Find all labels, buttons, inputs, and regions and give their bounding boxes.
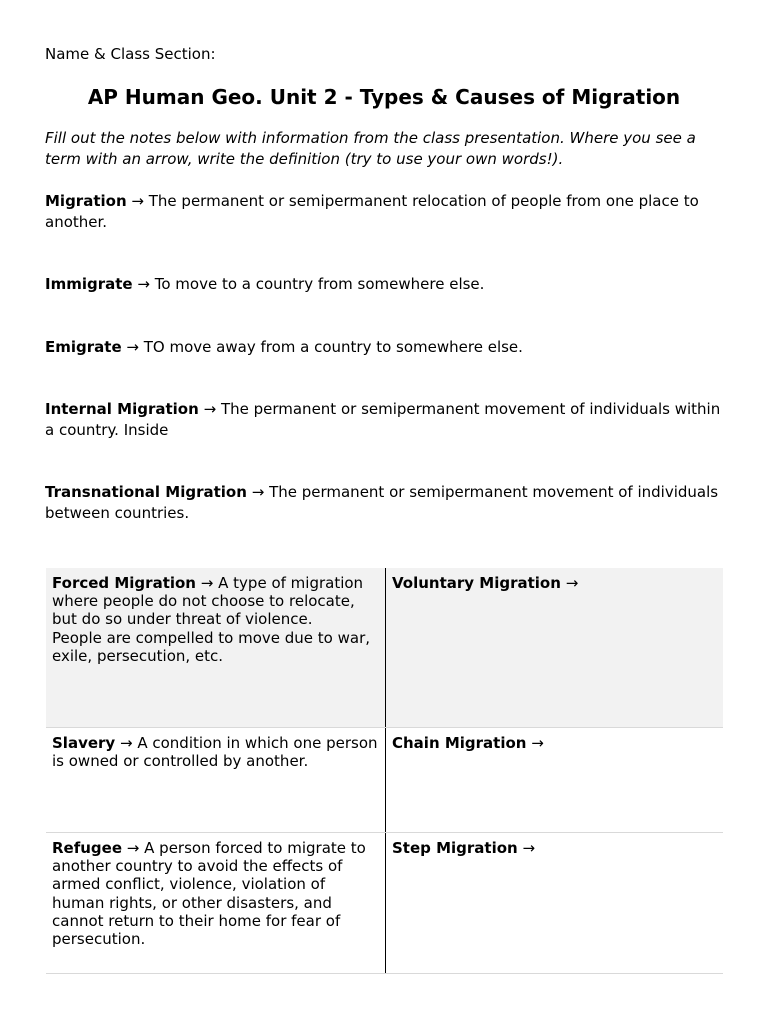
definition-text: A condition in which one person is owned or controlled by another. [52, 734, 378, 771]
term-label: Chain Migration [392, 734, 527, 752]
arrow-icon: → [522, 839, 536, 857]
worksheet-page [45, 44, 723, 523]
term-label: Forced Migration [52, 574, 196, 592]
term-label: Refugee [52, 839, 123, 857]
slavery-cell[interactable] [46, 728, 386, 833]
definition-text: To move to a country from somewhere else. [154, 275, 485, 293]
definition-text: The permanent or semipermanent relocation of people from one place to another. [45, 192, 699, 231]
definition-text: The permanent or semipermanent movement of individuals between countries. [45, 483, 719, 522]
arrow-icon: → [200, 574, 214, 592]
instructions-text: Fill out the notes below with information from the class presentation. Where you see a term with an arrow, write the definition (try to use your own words!). [45, 129, 696, 168]
definition-text: A person forced to migrate to another country to avoid the effects of armed conflict, violence, violation of human rights, or other disasters, and cannot return to their home for fear of persecution. [52, 839, 366, 949]
term-label: Slavery [52, 734, 116, 752]
term-label: Step Migration [392, 839, 518, 857]
arrow-icon: → [203, 400, 217, 418]
arrow-icon: → [565, 574, 579, 592]
definition-migration [45, 191, 723, 232]
term-label: Migration [45, 192, 127, 210]
refugee-cell[interactable] [46, 833, 386, 974]
definition-immigrate [45, 274, 723, 295]
voluntary-migration-cell[interactable] [386, 568, 724, 728]
definition-text: A type of migration where people do not choose to relocate, but do so under threat of violence. [52, 574, 364, 629]
definition-emigrate [45, 337, 723, 358]
definition-text: TO move away from a country to somewhere else. [143, 337, 523, 356]
definition-text: The permanent or semipermanent movement of individuals within a country. Inside [45, 400, 721, 439]
name-class-section-label: Name & Class Section: [45, 45, 216, 63]
arrow-icon: → [119, 734, 133, 752]
table-row [46, 728, 723, 833]
definition-extra-text: People are compelled to move due to war, exile, persecution, etc. [52, 628, 371, 665]
arrow-icon: → [251, 483, 265, 501]
term-label: Immigrate [45, 275, 133, 293]
arrow-icon: → [126, 337, 139, 356]
migration-types-table [46, 568, 723, 974]
arrow-icon: → [131, 192, 144, 210]
arrow-icon: → [137, 275, 150, 293]
term-label: Transnational Migration [45, 483, 247, 501]
term-label: Emigrate [45, 337, 122, 356]
table-row [46, 833, 723, 974]
arrow-icon: → [531, 734, 544, 752]
term-label: Voluntary Migration [392, 574, 561, 592]
table-row [46, 568, 723, 728]
definition-internal-migration [45, 399, 723, 440]
definition-transnational-migration [45, 482, 723, 523]
term-label: Internal Migration [45, 400, 199, 418]
step-migration-cell[interactable] [386, 833, 724, 974]
arrow-icon: → [126, 839, 140, 857]
chain-migration-cell[interactable] [386, 728, 724, 833]
page-title: AP Human Geo. Unit 2 - Types & Causes of Migration [87, 85, 681, 109]
forced-migration-cell[interactable] [46, 568, 386, 728]
